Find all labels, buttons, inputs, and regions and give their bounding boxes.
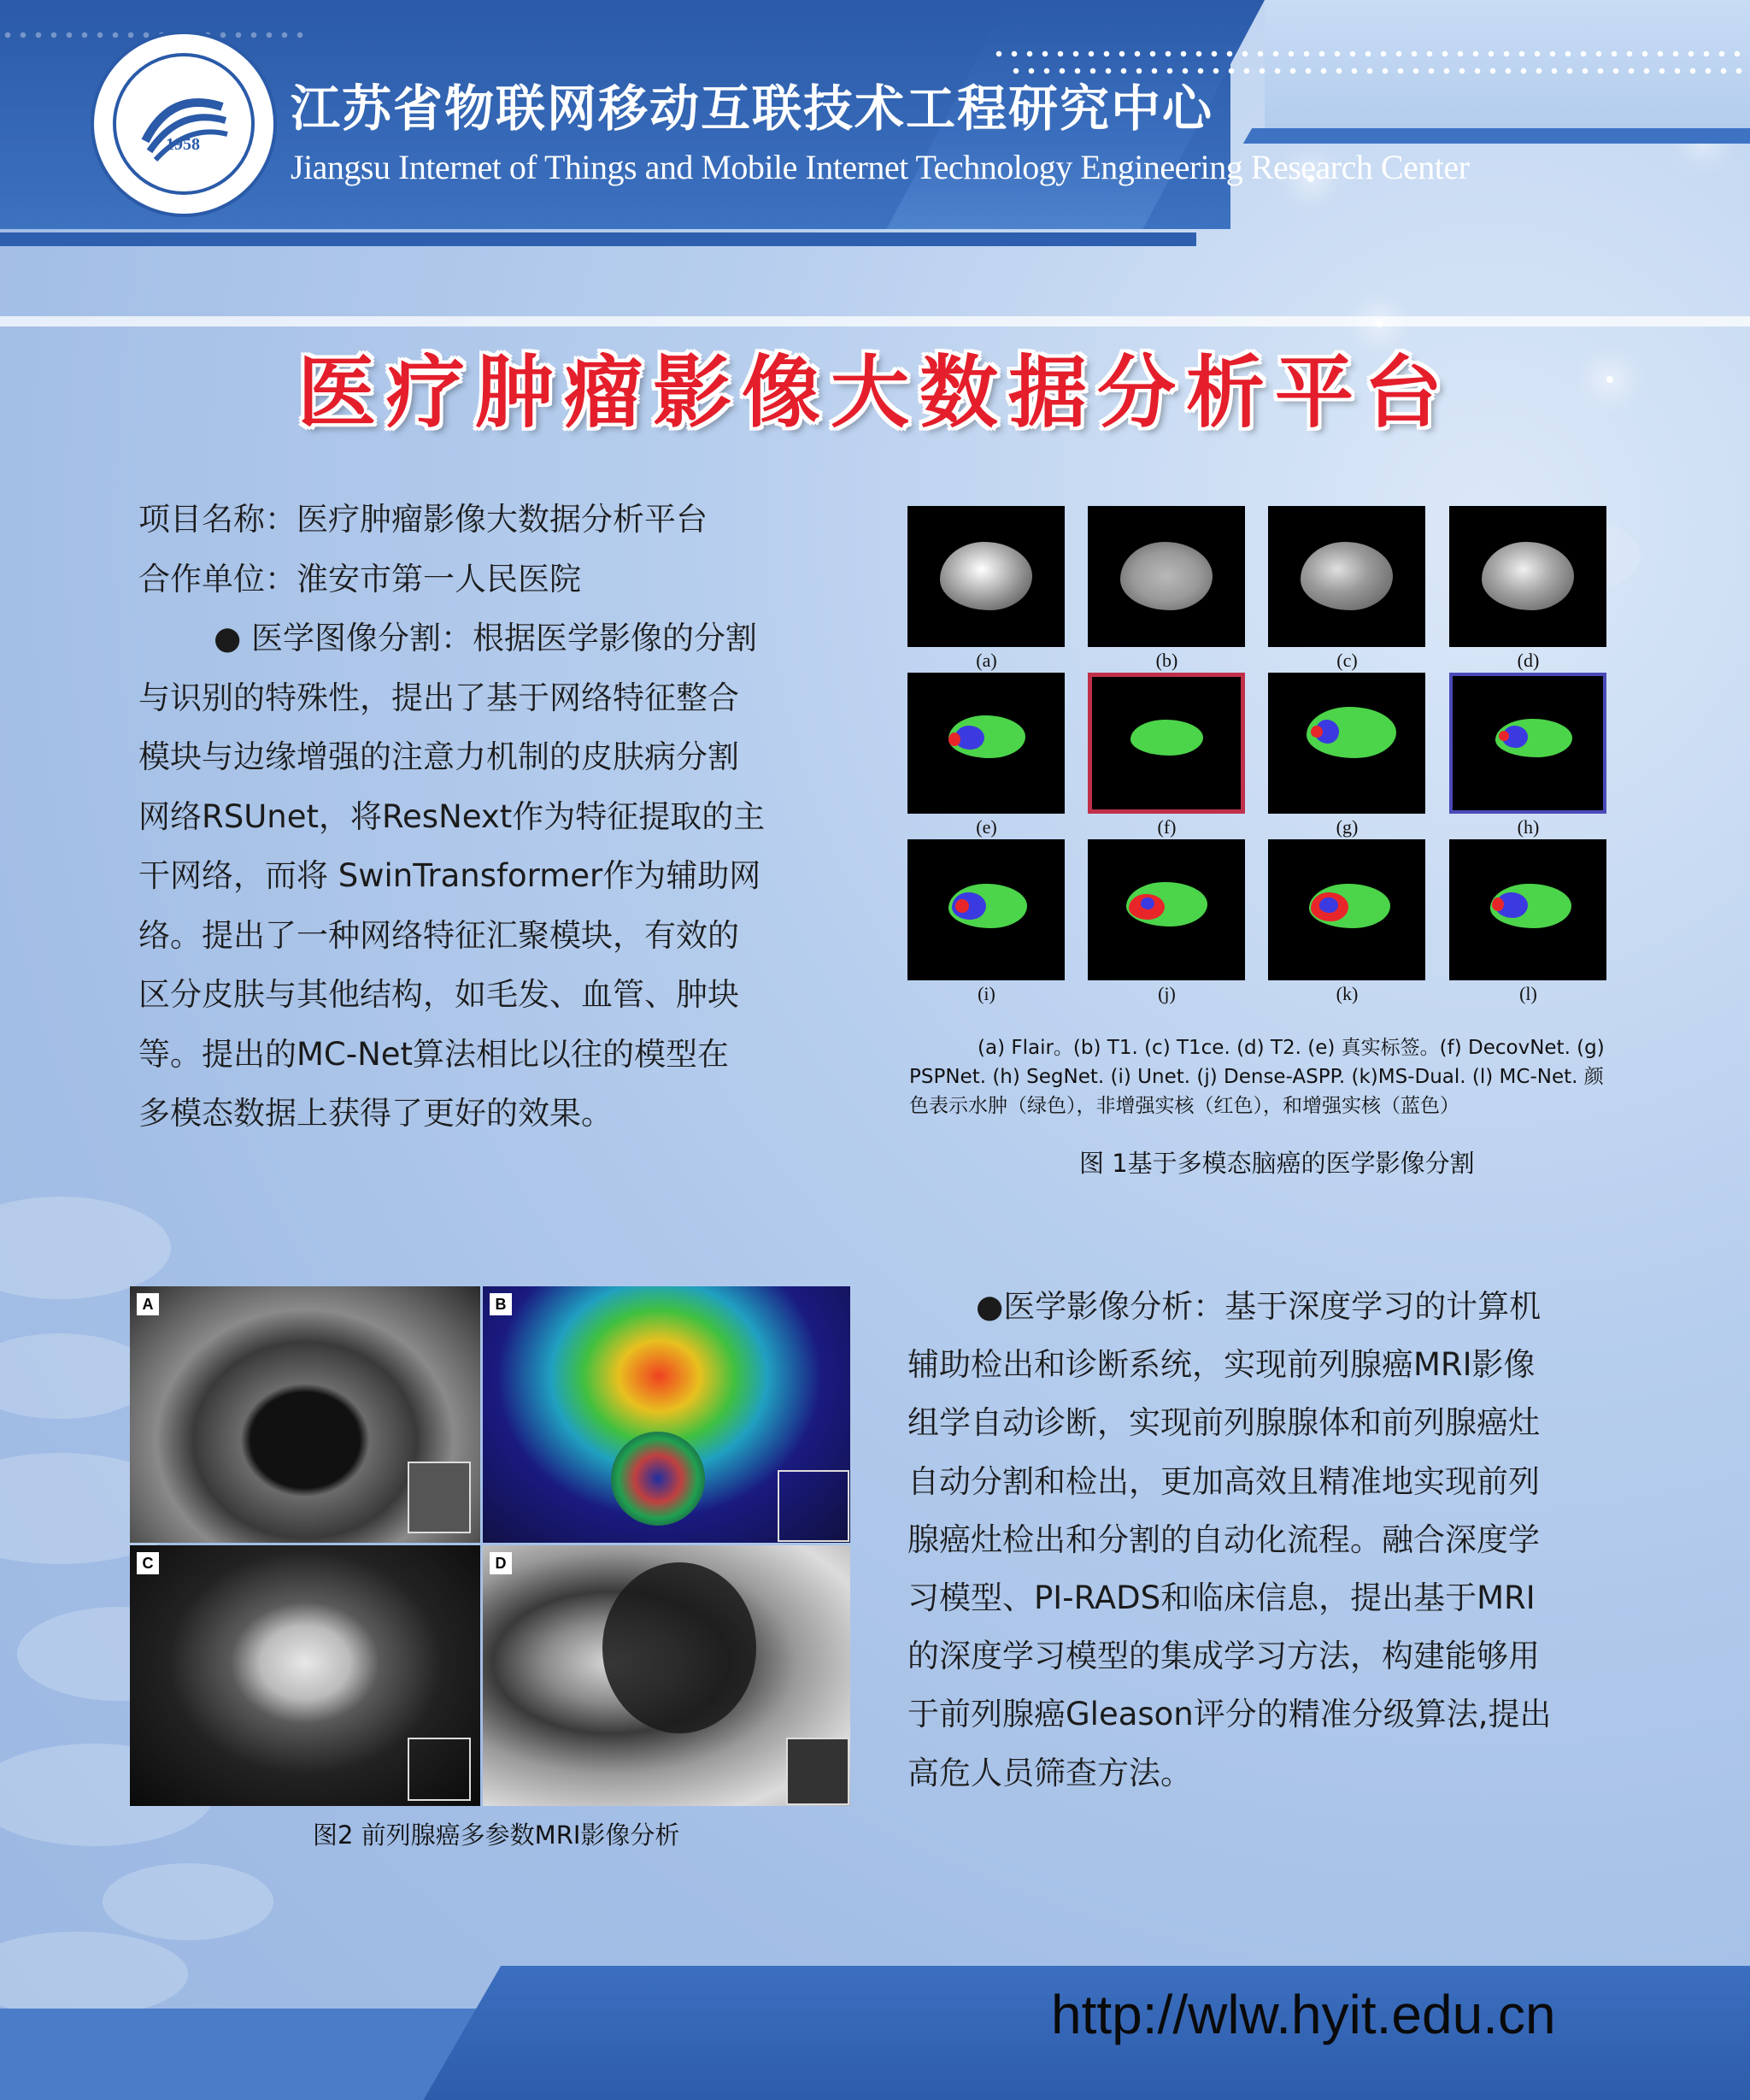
header-dots (0, 31, 308, 39)
paragraph-line: 腺癌灶检出和分割的自动化流程。融合深度学 (907, 1521, 1540, 1558)
panel-label: (k) (1336, 983, 1359, 1004)
mri-panel-B (483, 1286, 850, 1543)
mri-panel-d (1449, 506, 1606, 647)
panel-label: (c) (1336, 650, 1358, 671)
seg-panel-h (1449, 673, 1606, 814)
seg-panel-g (1268, 673, 1425, 814)
paragraph-line: 习模型、PI-RADS和临床信息，提出基于MRI (907, 1579, 1536, 1617)
partner-line: 合作单位：淮安市第一人民医院 (138, 560, 581, 597)
seg-panel-j (1088, 839, 1245, 980)
mri-panel-c (1268, 506, 1425, 647)
paragraph-line: 络。提出了一种网络特征汇聚模块，有效的 (138, 916, 739, 954)
panel-tag: D (490, 1552, 512, 1574)
paragraph-line: 等。提出的MC-Net算法相比以往的模型在 (138, 1035, 730, 1073)
seg-panel-i (907, 839, 1065, 980)
paragraph-line: 辅助检出和诊断系统，实现前列腺癌MRI影像 (907, 1346, 1536, 1384)
panel-label: (l) (1519, 983, 1537, 1004)
panel-label: (e) (976, 816, 997, 838)
caption-line: 色表示水肿（绿色），非增强实核（红色），和增强实核（蓝色） (909, 1095, 1459, 1117)
panel-tag: B (490, 1293, 512, 1315)
paragraph-line: 多模态数据上获得了更好的效果。 (138, 1095, 613, 1132)
header-right-panel (1265, 0, 1750, 128)
panel-label: (h) (1517, 816, 1540, 838)
logo-year: 1958 (166, 135, 200, 154)
paragraph-line: 与识别的特殊性，提出了基于网络特征整合 (138, 679, 739, 716)
page-title: 医疗肿瘤影像大数据分析平台 (297, 347, 1453, 438)
panel-label: (g) (1336, 816, 1359, 838)
seg-panel-l (1449, 839, 1606, 980)
panel-label: (a) (976, 650, 997, 671)
mri-panel-a (907, 506, 1065, 647)
institute-logo (94, 34, 273, 214)
header-stripe-right (1243, 128, 1750, 144)
seg-panel-e (907, 673, 1065, 814)
seg-panel-f (1088, 673, 1245, 814)
panel-label: (d) (1517, 650, 1540, 671)
mri-panel-C (130, 1545, 480, 1806)
paragraph-line: 模块与边缘增强的注意力机制的皮肤病分割 (138, 738, 739, 775)
figure1-caption (909, 1033, 1605, 1121)
panel-label: (i) (978, 983, 995, 1004)
paragraph-line: 于前列腺癌Gleason评分的精准分级算法,提出 (907, 1696, 1552, 1733)
panel-label: (b) (1155, 650, 1178, 671)
figure1-title: 图 1基于多模态脑癌的医学影像分割 (1079, 1149, 1475, 1178)
paragraph-line: 干网络，而将 SwinTransformer作为辅助网 (138, 857, 761, 894)
mri-panel-b (1088, 506, 1245, 647)
footer-url: http://wlw.hyit.edu.cn (1051, 1984, 1556, 2045)
mri-panel-D (483, 1545, 850, 1806)
org-name-en: Jiangsu Internet of Things and Mobile Internet Technology Engineering Research Center (291, 148, 1470, 186)
section2-text (907, 1278, 1552, 1803)
figure2-title: 图2 前列腺癌多参数MRI影像分析 (313, 1821, 680, 1850)
paragraph-line: ● 医学图像分割：根据医学影像的分割 (214, 620, 758, 656)
paragraph-line: 组学自动诊断，实现前列腺腺体和前列腺癌灶 (907, 1404, 1540, 1442)
paragraph-line: 网络RSUnet，将ResNext作为特征提取的主 (138, 797, 766, 835)
header-dots (991, 50, 1743, 58)
panel-tag: A (137, 1293, 159, 1315)
caption-line: (a) Flair。(b) T1. (c) T1ce. (d) T2. (e) 真实标签。(f) DecovNet. (g) (978, 1037, 1605, 1059)
header-stripe (0, 232, 1196, 246)
paragraph-line: 的深度学习模型的集成学习方法，构建能够用 (907, 1638, 1540, 1675)
divider-line (0, 316, 1750, 326)
section1-text (138, 490, 765, 1144)
paragraph-line: 高危人员筛查方法。 (907, 1754, 1192, 1791)
seg-panel-k (1268, 839, 1425, 980)
panel-tag: C (137, 1552, 159, 1574)
mri-panel-A (130, 1286, 480, 1543)
project-name-line: 项目名称：医疗肿瘤影像大数据分析平台 (138, 501, 708, 538)
paragraph-line: ●医学影像分析：基于深度学习的计算机 (976, 1288, 1542, 1325)
paragraph-line: 自动分割和检出，更加高效且精准地实现前列 (907, 1462, 1540, 1500)
paragraph-line: 区分皮肤与其他结构，如毛发、血管、肿块 (138, 976, 739, 1013)
panel-label: (j) (1158, 983, 1176, 1004)
panel-label: (f) (1157, 816, 1177, 838)
caption-line: PSPNet. (h) SegNet. (i) Unet. (j) Dense-ASPP. (k)MS-Dual. (l) MC-Net. 颜 (909, 1066, 1604, 1088)
org-name-cn: 江苏省物联网移动互联技术工程研究中心 (291, 79, 1214, 138)
